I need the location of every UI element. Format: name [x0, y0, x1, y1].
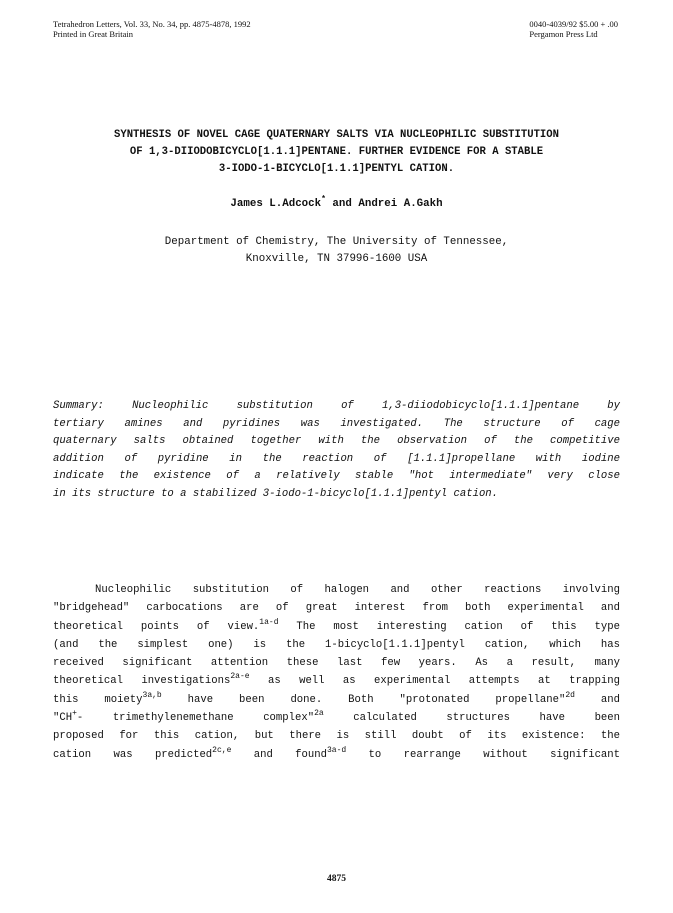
author-list [0, 197, 673, 211]
body-line: (and the simplest one) is the 1-bicyclo[1.1.1]pentyl cation, which has [53, 638, 620, 651]
body-text: theoretical investigations [53, 675, 231, 688]
reference-superscript: 1a-d [259, 617, 279, 627]
abstract-line: tertiary amines and pyridines was investigated. The structure of cage [53, 417, 620, 430]
body-text: as well as experimental attempts at trapping [249, 675, 620, 688]
body-text: cation was predicted [53, 748, 213, 761]
corresponding-author-mark: * [321, 195, 326, 204]
body-text: theoretical points of view. [53, 620, 260, 633]
print-location: Printed in Great Britain [53, 29, 134, 39]
author-2: Andrei A.Gakh [358, 198, 443, 210]
body-text: to rearrange without significant [346, 748, 620, 761]
affiliation [0, 234, 673, 268]
body-paragraph [53, 581, 620, 764]
paper-title [0, 127, 673, 178]
abstract [53, 398, 620, 504]
abstract-line: indicate the existence of a relatively stable "hot intermediate" very close [53, 470, 620, 483]
reference-superscript: 2c,e [212, 745, 232, 755]
body-text: and [574, 693, 621, 706]
body-line: Nucleophilic substitution of halogen and other reactions involving [95, 584, 620, 596]
reference-superscript: 3a-d [326, 745, 347, 755]
affiliation-line-1: Department of Chemistry, The University of Tennessee, [164, 236, 509, 248]
body-line: received significant attention these last few years. As a result, many [53, 657, 620, 670]
body-line: proposed for this cation, but there is still doubt of its existence: the [53, 730, 620, 743]
abstract-line: quaternary salts obtained together with the observation of the competitive [53, 435, 620, 448]
journal-citation [53, 19, 251, 39]
reference-superscript: 2d [565, 690, 575, 700]
abstract-line: in its structure to a stabilized 3-iodo-1-bicyclo[1.1.1]pentyl cation. [53, 487, 499, 500]
body-text: this moiety [53, 693, 143, 706]
reference-superscript: 3a,b [142, 690, 162, 700]
journal-citation-line: Tetrahedron Letters, Vol. 33, No. 34, pp. 4875-4878, 1992 [53, 19, 251, 29]
title-line-2: OF 1,3-DIIODOBICYCLO[1.1.1]PENTANE. FURTHER EVIDENCE FOR A STABLE [129, 146, 544, 158]
body-text: "CH [53, 712, 73, 725]
issn-price: 0040-4039/92 $5.00 + .00 [529, 19, 618, 29]
title-line-1: SYNTHESIS OF NOVEL CAGE QUATERNARY SALTS VIA NUCLEOPHILIC SUBSTITUTION [113, 129, 559, 141]
copyright-code [529, 19, 618, 39]
abstract-line: Summary: Nucleophilic substitution of 1,3-diiodobicyclo[1.1.1]pentane by [53, 400, 620, 412]
abstract-line: addition of pyridine in the reaction of [1.1.1]propellane with iodine [53, 452, 620, 465]
body-line: "bridgehead" carbocations are of great interest from both experimental and [53, 602, 620, 615]
affiliation-line-2: Knoxville, TN 37996-1600 USA [245, 253, 428, 265]
title-line-3: 3-IODO-1-BICYCLO[1.1.1]PENTYL CATION. [218, 163, 455, 175]
body-text: - trimethylenemethane complex" [76, 712, 315, 725]
body-text: have been done. Both "protonated propellane" [161, 693, 566, 706]
body-line [53, 672, 620, 690]
publisher: Pergamon Press Ltd [529, 29, 598, 39]
author-1: James L.Adcock [230, 198, 322, 210]
page-number: 4875 [327, 874, 346, 884]
body-text: calculated structures have been [323, 712, 621, 725]
reference-superscript: 2a-e [230, 672, 250, 682]
body-text: The most interesting cation of this type [278, 620, 620, 633]
body-line [53, 691, 620, 709]
body-line [53, 618, 620, 636]
author-conjunction: and [332, 198, 352, 210]
reference-superscript: 2a [314, 709, 324, 719]
body-line [53, 709, 620, 727]
charge-superscript: + [72, 709, 77, 719]
body-text: and found [231, 748, 327, 761]
body-line [53, 746, 620, 764]
